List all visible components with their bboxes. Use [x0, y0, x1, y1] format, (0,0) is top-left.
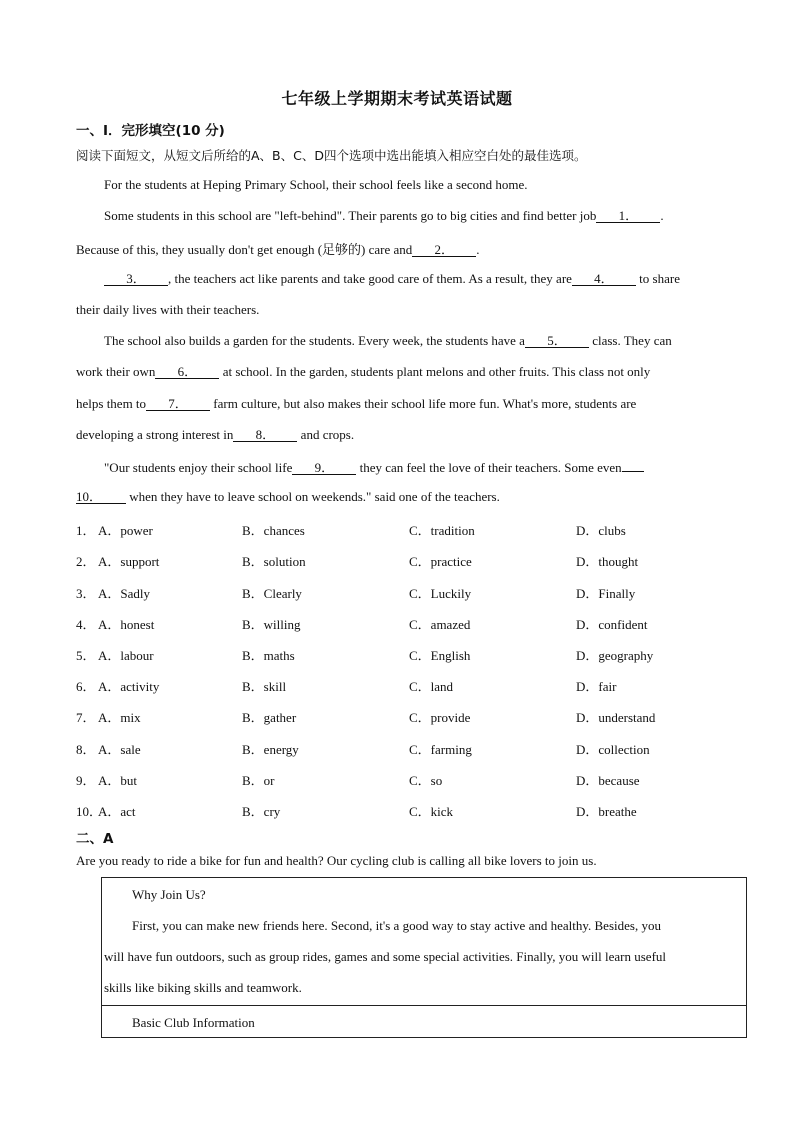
passage-text: and crops. [300, 427, 355, 442]
passage-line-5: their daily lives with their teachers. [76, 302, 260, 317]
table-divider [102, 1005, 746, 1006]
option-d[interactable]: D．breathe [576, 804, 637, 819]
question-number: 4． [76, 617, 96, 632]
option-c[interactable]: C．land [409, 679, 454, 694]
option-b[interactable]: B．chances [242, 523, 305, 538]
option-row [76, 551, 756, 567]
page-title: 七年级上学期期末考试英语试题 [281, 89, 513, 108]
option-c[interactable]: C．practice [409, 554, 472, 569]
passage-text: they can feel the love of their teachers. Some even [359, 460, 622, 475]
option-a[interactable]: A．sale [98, 742, 141, 757]
box-paragraph-line: skills like biking skills and teamwork. [104, 980, 302, 995]
passage-line-6 [104, 333, 748, 349]
blank-10-start [622, 458, 644, 472]
blank-4[interactable]: 4． [572, 272, 636, 286]
option-b[interactable]: B．skill [242, 679, 287, 694]
option-c[interactable]: C．kick [409, 804, 454, 819]
question-number: 3． [76, 586, 96, 601]
option-row [76, 645, 756, 661]
option-row [76, 583, 756, 599]
option-row [76, 801, 756, 817]
club-info-table [101, 877, 747, 1038]
option-c[interactable]: C．Luckily [409, 586, 472, 601]
passage-text: at school. In the garden, students plant melons and other fruits. This class not only [222, 364, 651, 379]
passage-text: work their own [76, 364, 156, 379]
box-info-heading: Basic Club Information [132, 1015, 255, 1030]
passage-text: Because of this, they usually don't get enough (足够的) care and [76, 242, 413, 257]
passage-text: class. They can [592, 333, 672, 348]
passage-line-1: For the students at Heping Primary School, their school feels like a second home. [104, 177, 528, 192]
blank-5[interactable]: 5． [525, 334, 589, 348]
passage-text: farm culture, but also makes their school life more fun. What's more, students are [213, 396, 637, 411]
option-a[interactable]: A．activity [98, 679, 160, 694]
option-d[interactable]: D．collection [576, 742, 650, 757]
blank-9[interactable]: 9． [292, 461, 356, 475]
option-row [76, 770, 756, 786]
option-b[interactable]: B．maths [242, 648, 295, 663]
passage-text: The school also builds a garden for the students. Every week, the students have a [104, 333, 525, 348]
option-c[interactable]: C．English [409, 648, 471, 663]
passage-text: when they have to leave school on weekends." said one of the teachers. [129, 489, 500, 504]
option-d[interactable]: D．confident [576, 617, 648, 632]
question-number: 1． [76, 523, 96, 538]
option-row [76, 676, 756, 692]
option-d[interactable]: D．fair [576, 679, 617, 694]
blank-1[interactable]: 1． [596, 209, 660, 223]
blank-7[interactable]: 7． [146, 397, 210, 411]
option-row [76, 520, 756, 536]
option-d[interactable]: D．understand [576, 710, 656, 725]
option-d[interactable]: D．Finally [576, 586, 636, 601]
option-b[interactable]: B．or [242, 773, 275, 788]
passage-text: helps them to [76, 396, 147, 411]
option-a[interactable]: A．mix [98, 710, 141, 725]
passage-line-3 [76, 239, 748, 258]
passage-line-10 [104, 458, 748, 476]
option-c[interactable]: C．so [409, 773, 443, 788]
option-a[interactable]: A．honest [98, 617, 155, 632]
passage-text: . [660, 208, 664, 223]
option-c[interactable]: C．tradition [409, 523, 475, 538]
option-row [76, 739, 756, 755]
section1-instruction: 阅读下面短文，从短文后所给的A、B、C、D四个选项中选出能填入相应空白处的最佳选项。 [76, 148, 587, 163]
passage-text: developing a strong interest in [76, 427, 234, 442]
passage-line-7 [76, 364, 748, 380]
question-number: 2． [76, 554, 96, 569]
question-number: 9． [76, 773, 96, 788]
passage-text: "Our students enjoy their school life [104, 460, 293, 475]
passage-line-2 [104, 208, 748, 224]
option-a[interactable]: A．but [98, 773, 138, 788]
blank-2[interactable]: 2． [412, 243, 476, 257]
option-b[interactable]: B．solution [242, 554, 306, 569]
question-number: 10． [76, 804, 103, 819]
box-heading: Why Join Us? [132, 887, 206, 902]
option-a[interactable]: A．support [98, 554, 160, 569]
option-c[interactable]: C．farming [409, 742, 472, 757]
passage-text: , the teachers act like parents and take good care of them. As a result, they are [168, 271, 572, 286]
box-paragraph-line: First, you can make new friends here. Second, it's a good way to stay active and healthy. Besides, you [132, 918, 661, 933]
passage-text: to share [639, 271, 680, 286]
option-c[interactable]: C．amazed [409, 617, 471, 632]
box-paragraph-line: will have fun outdoors, such as group rides, games and some special activities. Finally, you will learn useful [104, 949, 667, 964]
blank-10[interactable]: 10． [76, 490, 126, 504]
option-d[interactable]: D．geography [576, 648, 654, 663]
section1-heading: 一、I．完形填空(10 分) [76, 123, 225, 139]
option-a[interactable]: A．labour [98, 648, 154, 663]
question-number: 5． [76, 648, 96, 663]
blank-3[interactable]: 3． [104, 272, 168, 286]
option-b[interactable]: B．Clearly [242, 586, 302, 601]
passage-line-11 [76, 489, 748, 505]
option-d[interactable]: D．thought [576, 554, 639, 569]
section2-intro: Are you ready to ride a bike for fun and health? Our cycling club is calling all bike lovers to join us. [76, 853, 597, 868]
option-b[interactable]: B．energy [242, 742, 299, 757]
blank-8[interactable]: 8． [233, 428, 297, 442]
blank-6[interactable]: 6． [155, 365, 219, 379]
option-a[interactable]: A．power [98, 523, 153, 538]
option-row [76, 707, 756, 723]
option-b[interactable]: B．willing [242, 617, 301, 632]
question-number: 6． [76, 679, 96, 694]
option-a[interactable]: A．act [98, 804, 136, 819]
option-a[interactable]: A．Sadly [98, 586, 151, 601]
section2-heading: 二、A [76, 831, 114, 847]
option-b[interactable]: B．gather [242, 710, 297, 725]
question-number: 7． [76, 710, 96, 725]
option-row [76, 614, 756, 630]
question-number: 8． [76, 742, 96, 757]
option-d[interactable]: D．because [576, 773, 640, 788]
passage-text: Some students in this school are "left-behind". Their parents go to big cities and find better job [104, 208, 597, 223]
passage-text: . [476, 242, 480, 257]
passage-line-4 [104, 271, 748, 287]
option-b[interactable]: B．cry [242, 804, 281, 819]
option-d[interactable]: D．clubs [576, 523, 626, 538]
passage-line-8 [76, 396, 748, 412]
passage-line-9 [76, 427, 748, 443]
option-c[interactable]: C．provide [409, 710, 471, 725]
